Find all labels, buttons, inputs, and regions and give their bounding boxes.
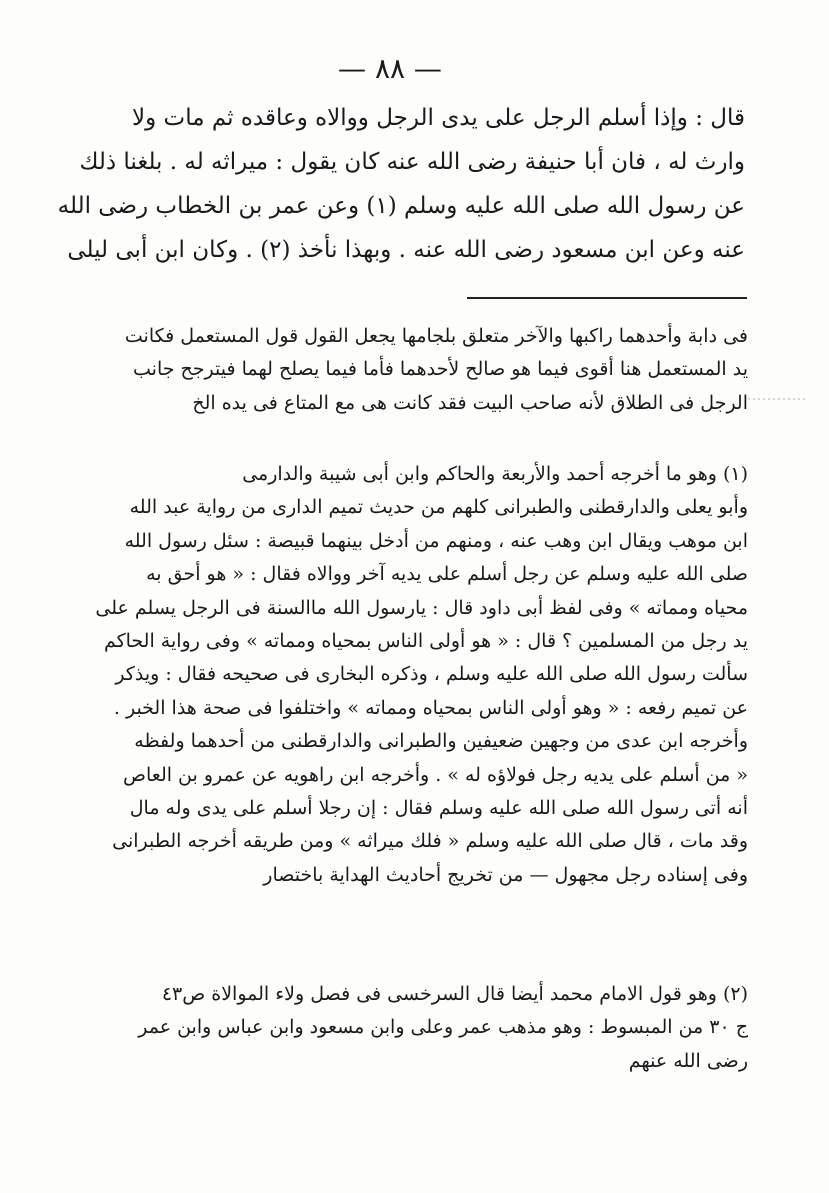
footnote-line: الرجل فى الطلاق لأنه صاحب البيت فقد كانت هى مع المتاع فى يده الخ (192, 391, 748, 414)
footnote-line: ج ٣٠ من المبسوط : وهو مذهب عمر وعلى وابن مسعود وابن عباس وابن عمر (138, 1016, 748, 1039)
footnote-line: وفى إسناده رجل مجهول — من تخريج أحاديث الهداية باختصار (263, 863, 748, 886)
scan-artifact (748, 398, 808, 400)
footnote-line: يد رجل من المسلمين ؟ قال : « هو أولى الناس بمحياه ومماته » وفى رواية الحاكم (103, 630, 748, 653)
footnote-2 (108, 978, 748, 1078)
main-text-line: وارث له ، فان أبا حنيفة رضى الله عنه كان يقول : ميراثه له . بلغنا ذلك (79, 149, 745, 175)
footnote-line: ابن موهب ويقال ابن وهب عنه ، ومنهم من أدخل بينهما قبيصة : سئل رسول الله (124, 529, 748, 552)
footnote-line: (٢) وهو قول الامام محمد أيضا قال السرخسى فى فصل ولاء الموالاة ص٤٣ (161, 983, 748, 1005)
footnote-line: سألت رسول الله صلى الله عليه وسلم ، وذكره البخارى فى صحيحه فقال : ويذكر (115, 663, 748, 686)
footnote-continuation (108, 320, 748, 420)
main-text-line: عنه وعن ابن مسعود رضى الله عنه . وبهذا نأخذ (٢) . وكان ابن أبى ليلى (67, 237, 745, 263)
footnote-line: محياه ومماته » وفى لفظ أبى داود قال : يارسول الله ماالسنة فى الرجل يسلم على (95, 596, 748, 619)
footnote-line: صلى الله عليه وسلم عن رجل أسلم على يديه آخر ووالاه فقال : « هو أحق به (146, 563, 748, 586)
main-text-line: قال : وإذا أسلم الرجل على يدى الرجل ووالاه وعاقده ثم مات ولا (132, 105, 745, 131)
footnote-divider (467, 297, 747, 299)
footnote-line: أنه أتى رسول الله صلى الله عليه وسلم فقال : إن رجلا أسلم على يدى وله مال (129, 797, 748, 820)
main-text-line: عن رسول الله صلى الله عليه وسلم (١) وعن عمر بن الخطاب رضى الله (57, 193, 745, 219)
footnote-line: فى دابة وأحدهما راكبها والآخر متعلق بلجامها يجعل القول قول المستعمل فكانت (124, 325, 748, 347)
footnote-line: (١) وهو ما أخرجه أحمد والأربعة والحاكم وابن أبى شيبة والدارمى (242, 463, 748, 485)
footnote-1 (95, 458, 748, 892)
page-number: — ٨٨ — (338, 52, 442, 85)
footnote-line: وأبو يعلى والدارقطنى والطبرانى كلهم من حديث تميم الدارى من رواية عبد الله (129, 496, 748, 519)
footnote-line: « من أسلم على يديه رجل فولاؤه له » . وأخرجه ابن راهويه عن عمرو بن العاص (123, 763, 748, 786)
footnote-line: وأخرجه ابن عدى من وجهين ضعيفين والطبرانى والدارقطنى من أحدهما ولفظه (134, 730, 748, 753)
main-text (57, 96, 745, 272)
footnote-line: يد المستعمل هنا أقوى فيما هو صالح لأحدهما فأما فيما يصلح لهما فيترجح جانب (133, 358, 748, 381)
footnote-line: وقد مات ، قال صلى الله عليه وسلم « فلك ميراثه » ومن طريقه أخرجه الطبرانى (112, 830, 748, 853)
footnote-line: عن تميم رفعه : « وهو أولى الناس بمحياه ومماته » واختلفوا فى صحة هذا الخبر . (113, 696, 748, 719)
footnote-line: رضى الله عنهم (628, 1049, 748, 1072)
